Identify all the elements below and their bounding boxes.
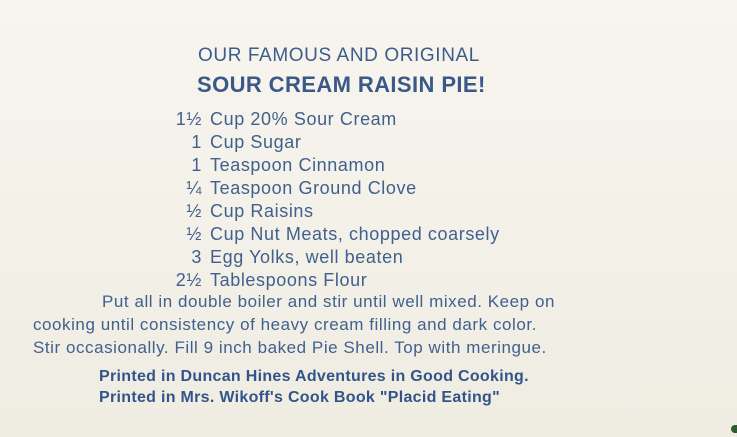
- ingredient-name: Teaspoon Cinnamon: [210, 155, 386, 175]
- ingredient-quantity: 2½: [175, 270, 202, 290]
- ingredient-quantity: ½: [186, 201, 202, 221]
- ingredient-name: Tablespoons Flour: [210, 270, 368, 290]
- ingredient-name: Cup Raisins: [210, 201, 314, 221]
- ingredient-name: Cup Nut Meats, chopped coarsely: [210, 224, 500, 244]
- credit-line: Printed in Duncan Hines Adventures in Good Cooking.: [99, 368, 529, 385]
- ingredient-name: Cup Sugar: [210, 132, 302, 152]
- ingredient-row: [140, 131, 600, 154]
- ingredient-quantity: 3: [191, 247, 202, 267]
- ingredient-row: [140, 269, 600, 292]
- recipe-instructions: [33, 290, 697, 359]
- recipe-tagline: OUR FAMOUS AND ORIGINAL: [198, 45, 480, 66]
- ingredient-quantity: ½: [186, 224, 202, 244]
- ingredient-row: [140, 200, 600, 223]
- ingredient-quantity: 1½: [175, 109, 202, 129]
- ingredient-row: [140, 223, 600, 246]
- instruction-line: cooking until consistency of heavy cream filling and dark color.: [33, 315, 537, 334]
- instruction-line: Stir occasionally. Fill 9 inch baked Pie Shell. Top with meringue.: [33, 338, 547, 357]
- ingredient-row: [140, 177, 600, 200]
- recipe-title: SOUR CREAM RAISIN PIE!: [197, 72, 486, 97]
- ingredient-row: [140, 108, 600, 131]
- ingredient-name: Egg Yolks, well beaten: [210, 247, 404, 267]
- credit-line: Printed in Mrs. Wikoff's Cook Book "Placid Eating": [99, 389, 500, 406]
- ingredient-quantity: 1: [191, 155, 202, 175]
- ingredient-row: [140, 154, 600, 177]
- ingredient-list: [140, 108, 600, 292]
- publication-credits: [99, 366, 529, 408]
- instruction-line: Put all in double boiler and stir until well mixed. Keep on: [102, 292, 555, 311]
- ingredient-row: [140, 246, 600, 269]
- ingredient-name: Cup 20% Sour Cream: [210, 109, 397, 129]
- ingredient-quantity: 1: [191, 132, 202, 152]
- ingredient-quantity: ¼: [186, 178, 202, 198]
- ingredient-name: Teaspoon Ground Clove: [210, 178, 417, 198]
- corner-mark: [731, 425, 737, 433]
